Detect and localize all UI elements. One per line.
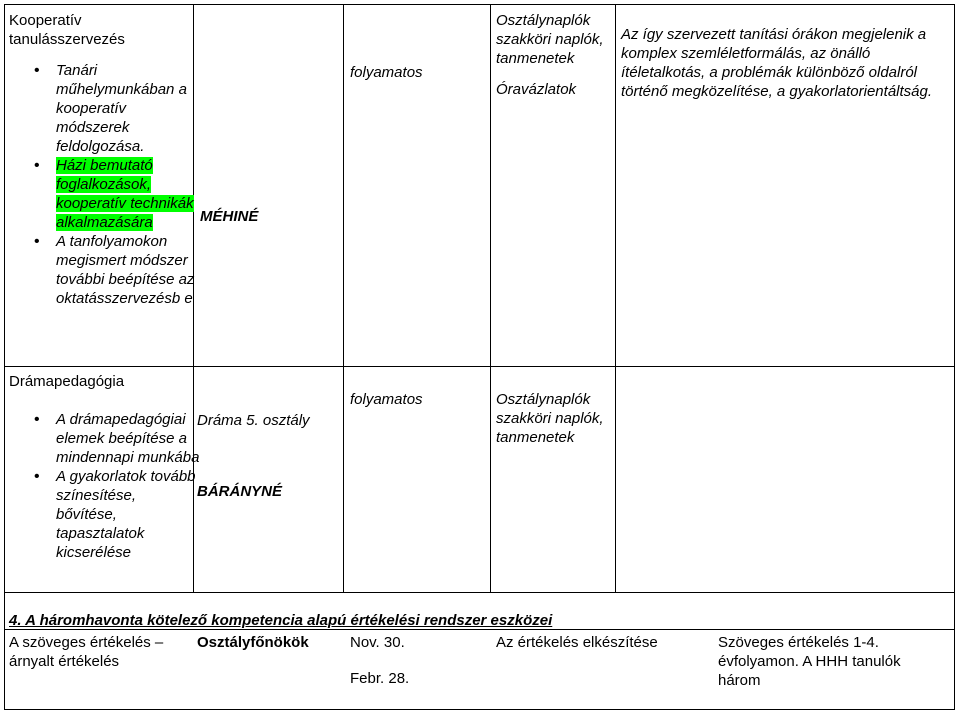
table-border-top [4, 4, 955, 5]
row2-topic: Drámapedagógia [9, 373, 125, 390]
row1-bullet-3: • A tanfolyamokon megismert módszer további beépítése az oktatásszervezésb e [30, 232, 196, 308]
table-border-right [954, 4, 955, 710]
row1-topic: Kooperatív tanulásszervezés [9, 12, 125, 48]
row-divider-2 [4, 592, 955, 593]
table-border-left [4, 4, 5, 710]
row2-bullet-2: • A gyakorlatok tovább színesítése, bővítése, tapasztalatok kicserélése [30, 467, 200, 562]
column-divider-3 [490, 4, 491, 593]
section-tool: A szöveges értékelés – árnyalt értékelés [9, 634, 164, 670]
section-heading: 4. A háromhavonta kötelező kompetencia alapú értékelési rendszer eszközei [9, 612, 553, 629]
row1-bullet-1: • Tanári műhelymunkában a kooperatív módszerek feldolgozása. [30, 61, 196, 156]
section-date-2: Febr. 28. [350, 670, 410, 687]
row1-bullet-2 [30, 156, 196, 232]
row1-deadline: folyamatos [350, 64, 423, 81]
row1-bullet-2-text: Házi bemutató foglalkozások, kooperatív technikák alkalmazására [56, 157, 194, 231]
row1-responsible: MÉHINÉ [200, 208, 259, 225]
section-responsible: Osztályfőnökök [197, 634, 309, 651]
row1-evidence-1: Osztálynaplók szakköri naplók, tanmenetek [496, 12, 604, 67]
row1-bullets [30, 61, 196, 308]
row2-evidence: Osztálynaplók szakköri naplók, tanmenetek [496, 391, 604, 446]
section-task: Az értékelés elkészítése [496, 634, 658, 651]
column-divider-2 [343, 4, 344, 593]
row-divider-1 [4, 366, 955, 367]
row2-responsible: BÁRÁNYNÉ [197, 483, 283, 500]
column-divider-4 [615, 4, 616, 593]
section-outcome: Szöveges értékelés 1-4. évfolyamon. A HHH tanulók három [718, 634, 901, 689]
table-border-bottom [4, 709, 955, 710]
section-date-1: Nov. 30. [350, 634, 405, 651]
row2-class-info: Dráma 5. osztály [197, 412, 310, 429]
row1-outcome: Az így szervezett tanítási órákon megjelenik a komplex szemléletformálás, az önálló ítéletalkotás, a problémák különböző oldalról történő megközelítése, a gyakorlatorientáltság. [621, 26, 933, 100]
row2-deadline: folyamatos [350, 391, 423, 408]
row1-evidence-2: Óravázlatok [496, 81, 577, 98]
row2-bullets [30, 410, 200, 562]
row2-bullet-1: • A drámapedagógiai elemek beépítése a mindennapi munkába [30, 410, 200, 467]
